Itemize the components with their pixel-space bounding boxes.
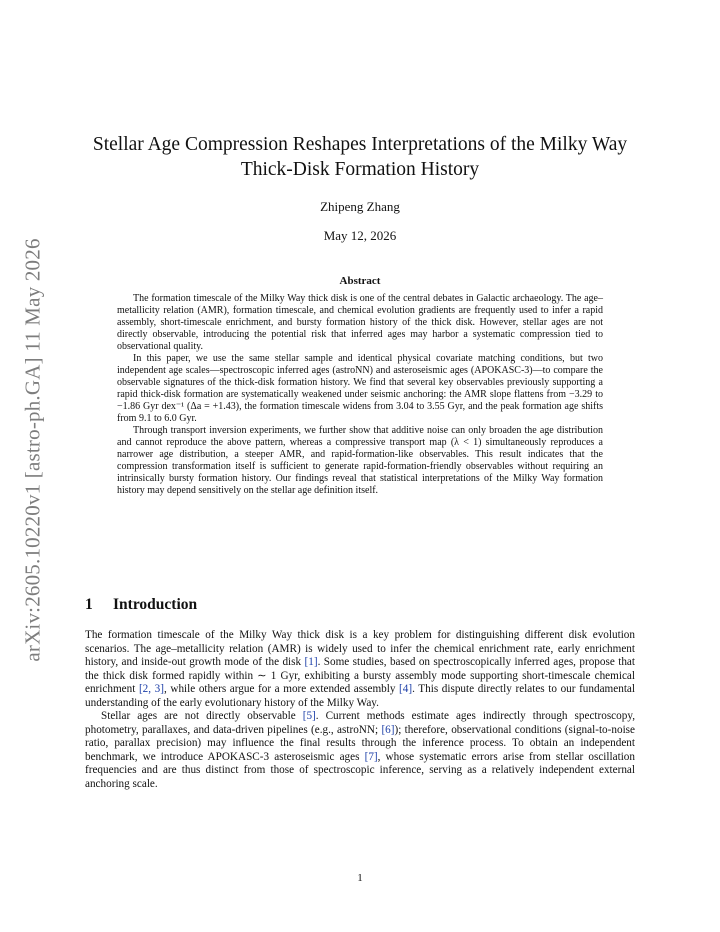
citation-link[interactable]: [1] [304, 656, 318, 668]
title-line-1: Stellar Age Compression Reshapes Interpretations of the Milky Way [92, 134, 628, 155]
text-run: . This dispute directly relates to our fundamental understanding of the early evolutionary history of the Milky Way. [85, 683, 635, 709]
text-run: ); therefore, observational conditions (signal-to-noise ratio, parallax precision) may influence the final results through the inference process. To obtain an independent benchmark, we introduce APOKASC-3 asteroseismic ages [85, 723, 635, 763]
introduction-body [85, 629, 635, 791]
citation-link[interactable]: [4] [399, 683, 413, 695]
paper-date: May 12, 2026 [323, 228, 397, 243]
abstract-heading: Abstract [339, 275, 381, 287]
section-title: Introduction [113, 596, 198, 613]
text-run: . Some studies, based on spectroscopically inferred ages, propose that the thick disk formed rapidly within ∼ 1 Gyr, exhibiting a bursty assembly mode supporting short-timescale chemical enrichment [85, 656, 635, 695]
citation-link[interactable]: [6] [381, 723, 395, 736]
intro-paragraph [85, 629, 635, 710]
text-run: The formation timescale of the Milky Way thick disk is a key problem for distinguishing different disk evolution scenarios. The age–metallicity relation (AMR) is widely used to infer the chemical enrichment rate, early enrichment history, and inside-out growth mode of the disk [85, 629, 635, 668]
citation-link[interactable]: [2, 3] [138, 683, 164, 695]
paper-title [85, 132, 635, 182]
text-run: , while others argue for a more extended assembly [163, 683, 400, 695]
abstract-paragraph: The formation timescale of the Milky Way thick disk is one of the central debates in Galactic archaeology. The age–metallicity relation (AMR), formation timescale, and chemical evolution gradients are frequently used to infer a rapid assembly, short-timescale enrichment, and bursty formation history of the thick disk. However, stellar ages are not directly observable, introducing the potential risk that inferred ages may harbor a systematic compression tied to observational quality. [117, 293, 603, 352]
citation-link[interactable]: [7] [364, 750, 378, 763]
text-run: . Current methods estimate ages indirectly through spectroscopy, photometry, parallaxes, and data-driven pipelines (e.g., astroNN; [85, 710, 636, 736]
author-name: Zhipeng Zhang [320, 199, 400, 214]
text-run: Stellar ages are not directly observable [101, 710, 303, 722]
text-run: , whose systematic errors arise from stellar oscillation frequencies and are thus distinct from those of spectroscopic inference, serving as a relatively independent external anchoring scale. [85, 750, 635, 790]
section-heading [85, 596, 197, 614]
intro-paragraph [85, 710, 635, 791]
page-number: 1 [357, 872, 363, 884]
abstract-body [117, 293, 603, 497]
section-number: 1 [85, 596, 93, 613]
arxiv-identifier-text: arXiv:2605.10220v1 [astro-ph.GA] 11 May 2026 [20, 238, 45, 662]
title-line-2: Thick-Disk Formation History [240, 159, 480, 180]
abstract-paragraph: In this paper, we use the same stellar sample and identical physical covariate matching conditions, but two independent age scales—spectroscopic inferred ages (astroNN) and asteroseismic ages (APOKASC-3)—to compare the observable signatures of the thick-disk formation history. We find that several key observables previously supporting a rapid thick-disk formation are systematically weakened under seismic anchoring: the AMR slope flattens from −3.29 to −1.86 Gyr dex⁻¹ (Δa = +1.43), the formation timescale widens from 3.04 to 3.55 Gyr, and the peak formation age shifts from 9.1 to 6.0 Gyr. [117, 353, 603, 424]
abstract-paragraph: Through transport inversion experiments, we further show that additive noise can only broaden the age distribution and cannot reproduce the above pattern, whereas a compressive transport map (λ < 1) simultaneously reproduces a narrower age distribution, a steeper AMR, and rapid-formation-like observables. This result indicates that the compression transformation itself is sufficient to generate rapid-formation-friendly observables without requiring an intrinsically bursty formation history. Our findings reveal that statistical interpretations of the Milky Way formation history may depend sensitively on the stellar age definition itself. [117, 425, 603, 496]
citation-link[interactable]: [5] [302, 710, 316, 722]
